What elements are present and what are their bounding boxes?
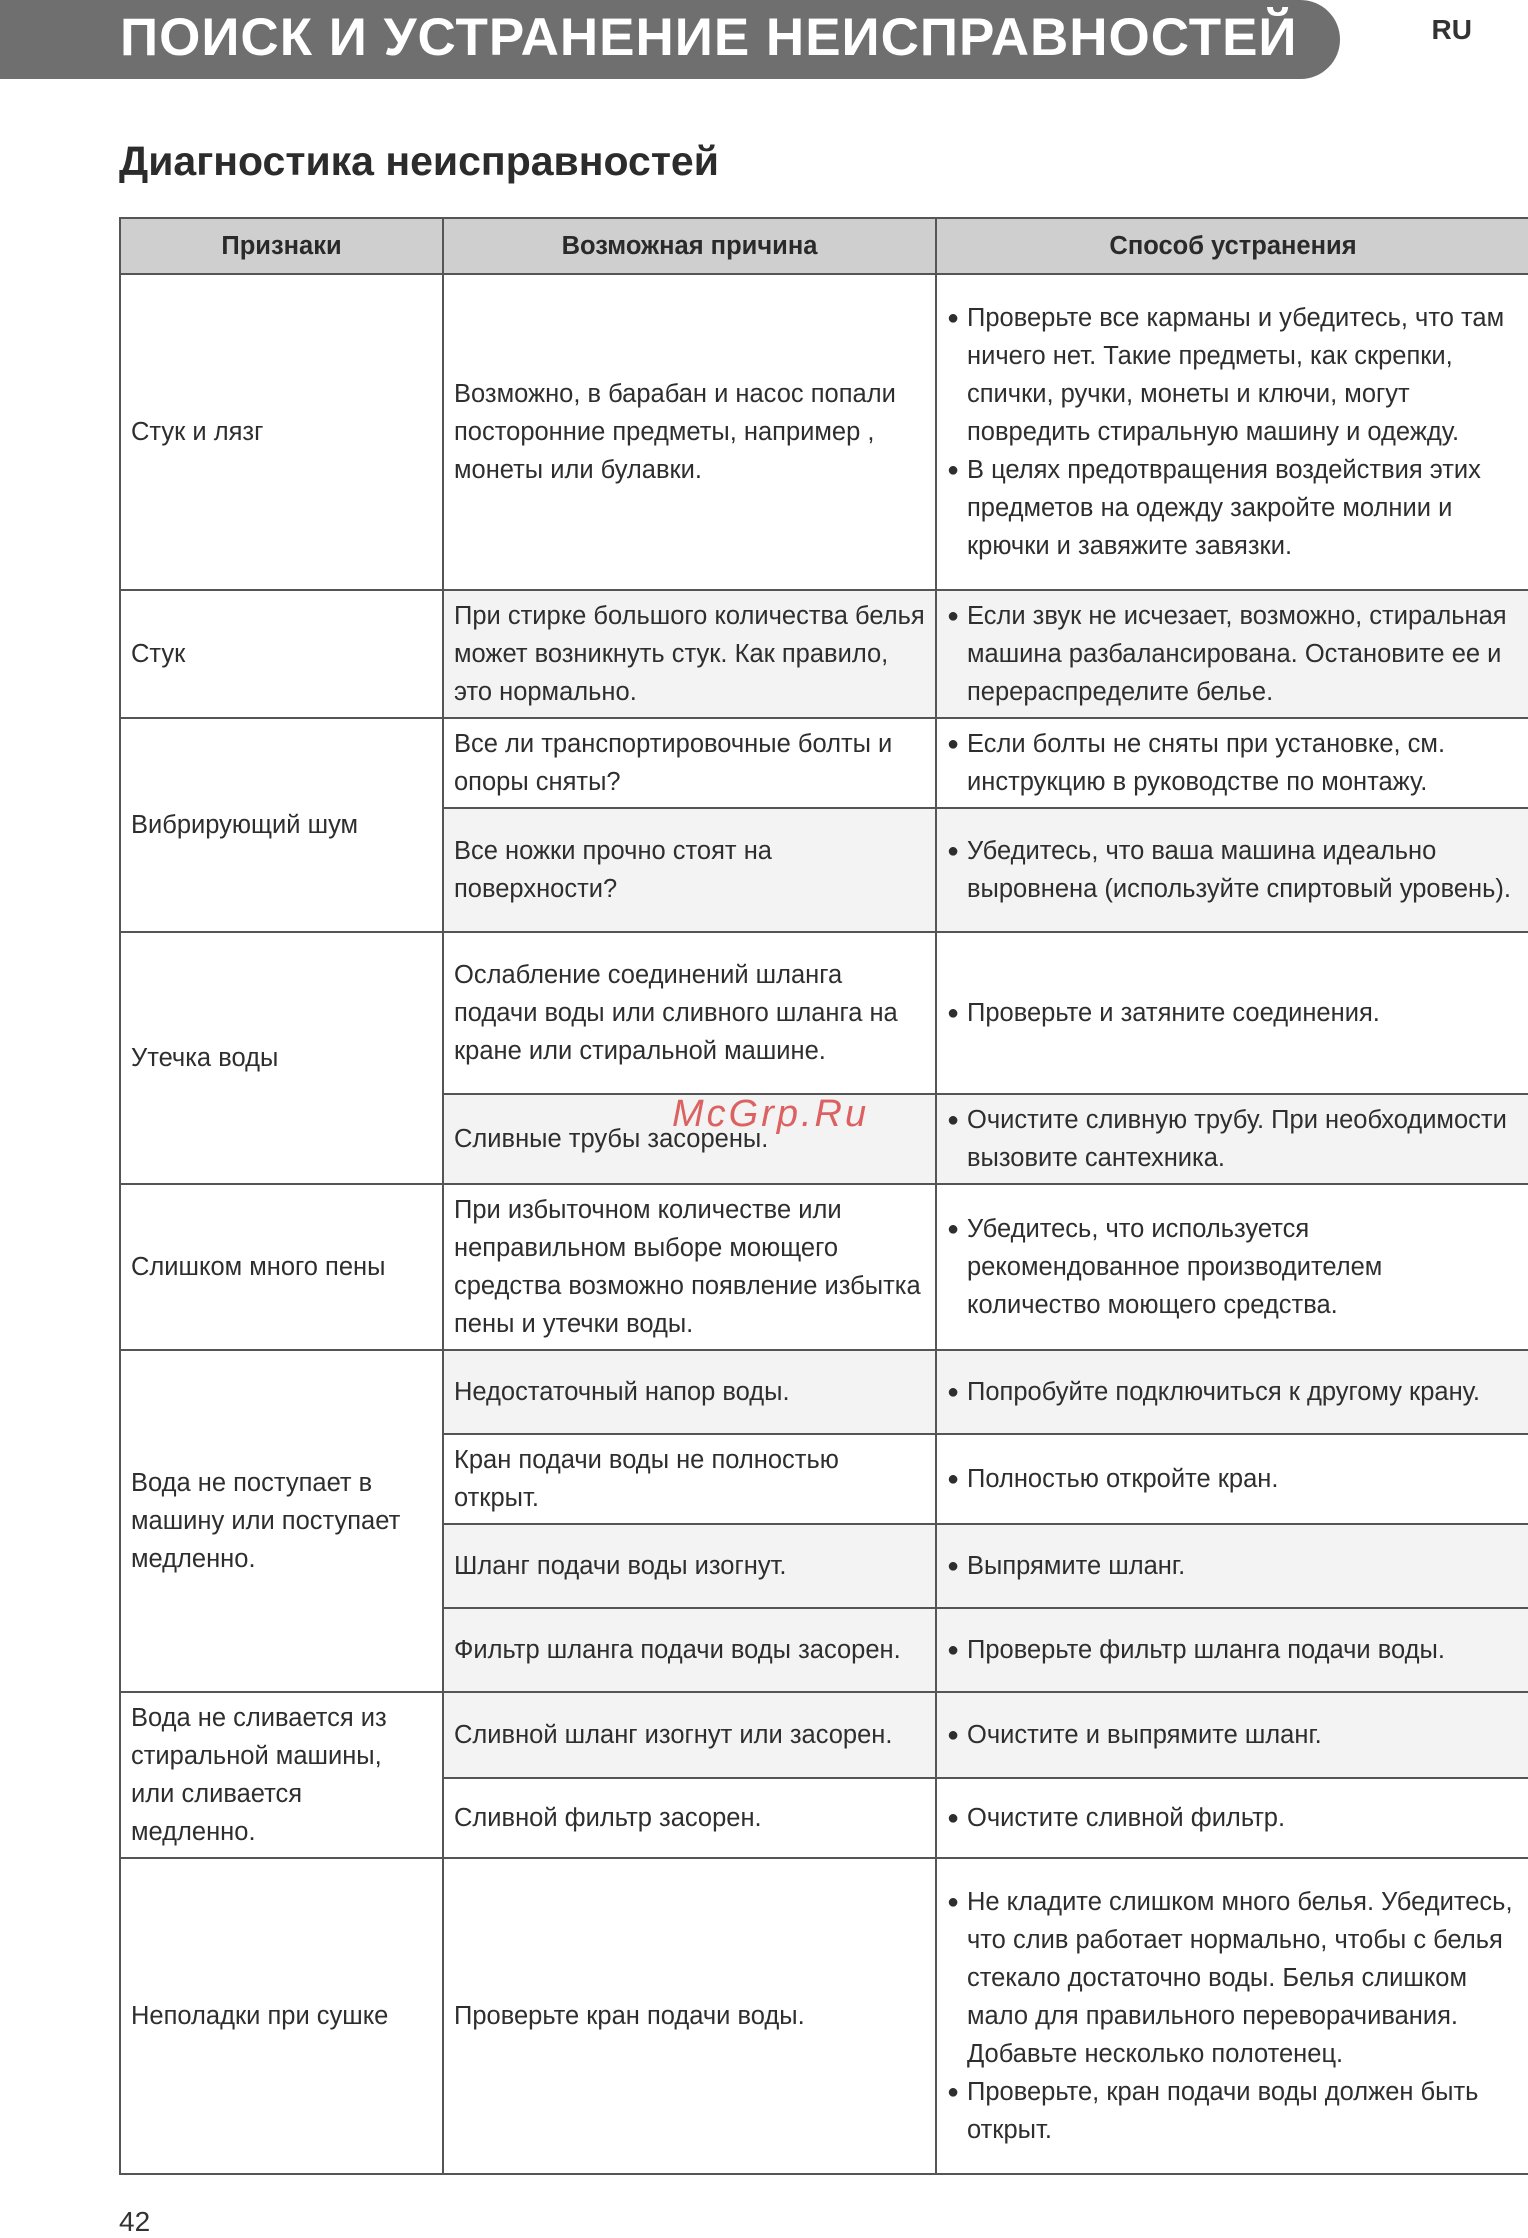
bullet-icon: ● [947,1891,960,1913]
remedy-text: Очистите сливной фильтр. [967,1804,1286,1833]
table-row [120,932,1528,1094]
cause-cell: Сливные трубы засорены. [443,1094,936,1184]
remedy-cell [936,808,1528,932]
bullet-icon: ● [947,1109,960,1131]
remedy-text: Полностью откройте кран. [967,1465,1279,1493]
remedy-cell [936,1858,1528,2174]
bullet-icon: ● [947,733,960,755]
remedy-text: Убедитесь, что ваша машина идеально выровнена (используйте спиртовый уровень). [967,837,1511,903]
header-symptoms: Признаки [120,218,443,274]
bullet-icon: ● [947,1002,960,1024]
table-row [120,590,1528,718]
diagnostics-table [119,217,1528,2175]
header-bar [0,0,1340,79]
bullet-icon: ● [947,2081,960,2103]
symptom-cell: Стук [120,590,443,718]
remedy-bullet [947,1716,1519,1754]
remedy-bullet [947,832,1519,908]
cause-cell: Шланг подачи воды изогнут. [443,1524,936,1608]
cause-cell: Фильтр шланга подачи воды засорен. [443,1608,936,1692]
bullet-icon: ● [947,1555,960,1577]
cause-cell: При стирке большого количества белья может возникнуть стук. Как правило, это нормально. [443,590,936,718]
remedy-text: Если звук не исчезает, возможно, стиральная машина разбалансирована. Остановите ее и перераспределите белье. [967,602,1507,706]
remedy-cell [936,274,1528,590]
bullet-icon: ● [947,1639,960,1661]
cause-cell: Сливной шланг изогнут или засорен. [443,1692,936,1778]
symptom-cell: Неполадки при сушке [120,1858,443,2174]
table-row [120,1184,1528,1350]
remedy-bullet [947,299,1519,451]
remedy-text: Убедитесь, что используется рекомендованное производителем количество моющего средства. [967,1215,1383,1319]
remedy-cell [936,1524,1528,1608]
cause-cell: Недостаточный напор воды. [443,1350,936,1434]
table-header-row [120,218,1528,274]
remedy-cell [936,1778,1528,1858]
symptom-cell: Утечка воды [120,932,443,1184]
header-remedy: Способ устранения [936,218,1528,274]
cause-cell: Проверьте кран подачи воды. [443,1858,936,2174]
watermark: McGrp.Ru [672,1093,870,1135]
table-row [120,1858,1528,2174]
symptom-cell: Вибрирующий шум [120,718,443,932]
remedy-bullet [947,725,1519,801]
table-body [120,274,1528,2174]
cause-cell: Кран подачи воды не полностью открыт. [443,1434,936,1524]
remedy-cell [936,590,1528,718]
remedy-text: Проверьте фильтр шланга подачи воды. [967,1636,1445,1664]
remedy-text: Выпрямите шланг. [967,1552,1186,1580]
bullet-icon: ● [947,1468,960,1490]
symptom-cell: Стук и лязг [120,274,443,590]
table-row [120,718,1528,808]
symptom-cell: Вода не поступает в машину или поступает медленно. [120,1350,443,1692]
remedy-bullet [947,1631,1519,1669]
remedy-cell [936,1434,1528,1524]
remedy-cell [936,718,1528,808]
remedy-bullet [947,1460,1519,1498]
bullet-icon: ● [947,605,960,627]
remedy-bullet [947,2073,1519,2149]
language-code: RU [1431,14,1472,45]
remedy-cell [936,932,1528,1094]
bullet-icon: ● [947,1381,960,1403]
bullet-icon: ● [947,840,960,862]
cause-cell: Сливной фильтр засорен. [443,1778,936,1858]
remedy-bullet [947,1883,1519,2073]
table-row [120,1350,1528,1434]
remedy-bullet [947,1799,1519,1837]
bullet-icon: ● [947,1218,960,1240]
remedy-cell [936,1692,1528,1778]
remedy-text: Попробуйте подключиться к другому крану. [967,1378,1480,1406]
table-row [120,1692,1528,1778]
remedy-bullet [947,451,1519,565]
remedy-text: Очистите и выпрямите шланг. [967,1721,1322,1750]
remedy-bullet [947,994,1519,1032]
cause-cell: Все ножки прочно стоят на поверхности? [443,808,936,932]
cause-cell: Все ли транспортировочные болты и опоры сняты? [443,718,936,808]
remedy-text: В целях предотвращения воздействия этих предметов на одежду закройте молнии и крючки и завяжите завязки. [967,456,1481,560]
remedy-cell [936,1608,1528,1692]
cause-cell: При избыточном количестве или неправильном выборе моющего средства возможно появление избытка пены и утечки воды. [443,1184,936,1350]
header-cause: Возможная причина [443,218,936,274]
remedy-bullet [947,597,1519,711]
remedy-text: Проверьте все карманы и убедитесь, что там ничего нет. Такие предметы, как скрепки, спички, ручки, монеты и ключи, могут повредить стиральную машину и одежду. [967,304,1505,446]
bullet-icon: ● [947,307,960,329]
remedy-text: Если болты не сняты при установке, см. инструкцию в руководстве по монтажу. [967,730,1446,796]
bullet-icon: ● [947,1724,960,1747]
remedy-bullet [947,1210,1519,1324]
remedy-bullet [947,1547,1519,1585]
remedy-cell [936,1184,1528,1350]
cause-cell: Возможно, в барабан и насос попали посторонние предметы, например , монеты или булавки. [443,274,936,590]
remedy-text: Проверьте, кран подачи воды должен быть открыт. [967,2078,1479,2144]
table-row [120,274,1528,590]
page-number: 42 [119,2206,151,2237]
cause-cell: Ослабление соединений шланга подачи воды или сливного шланга на кране или стиральной машине. [443,932,936,1094]
bullet-icon: ● [947,459,960,481]
remedy-text: Проверьте и затяните соединения. [967,999,1380,1027]
remedy-bullet [947,1373,1519,1411]
section-title: Диагностика неисправностей [119,138,719,184]
remedy-bullet [947,1101,1519,1177]
remedy-text: Не кладите слишком много белья. Убедитесь, что слив работает нормально, чтобы с белья стекало достаточно воды. Белья слишком мало для правильного переворачивания. Добавьте несколько полотенец. [967,1888,1513,2068]
remedy-text: Очистите сливную трубу. При необходимости вызовите сантехника. [967,1106,1507,1172]
symptom-cell: Слишком много пены [120,1184,443,1350]
page-header-title: ПОИСК И УСТРАНЕНИЕ НЕИСПРАВНОСТЕЙ [120,8,1298,67]
bullet-icon: ● [947,1807,960,1830]
symptom-cell: Вода не сливается из стиральной машины, или сливается медленно. [120,1692,443,1858]
remedy-cell [936,1350,1528,1434]
remedy-cell [936,1094,1528,1184]
